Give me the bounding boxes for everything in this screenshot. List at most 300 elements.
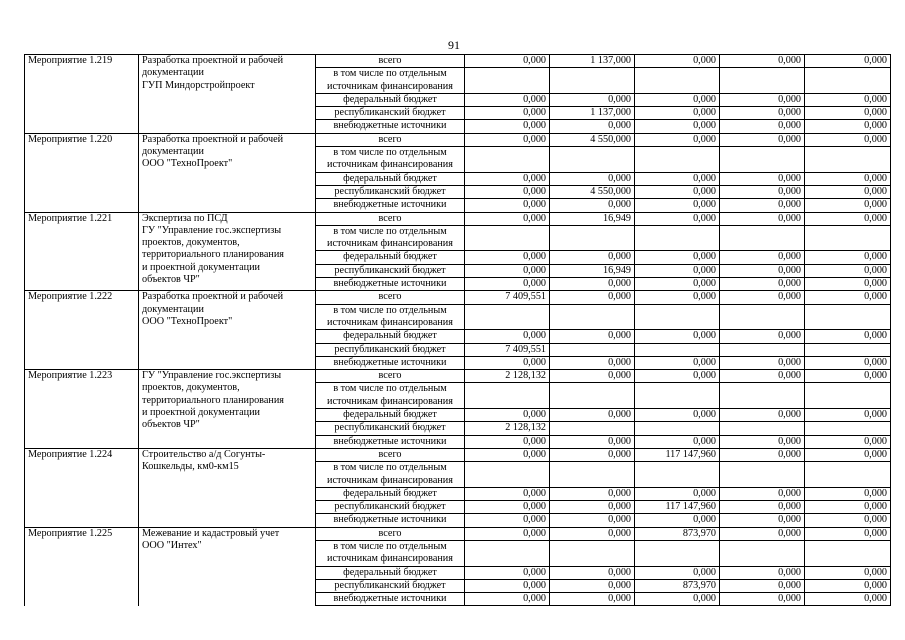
funding-source-label: источникам финансирования (316, 475, 465, 488)
empty-cell (465, 475, 550, 488)
amount-cell (635, 343, 720, 356)
amount-cell: 0,000 (805, 566, 891, 579)
funding-source-label: федеральный бюджет (316, 409, 465, 422)
amount-cell: 0,000 (635, 514, 720, 527)
funding-source-label: в том числе по отдельным (316, 304, 465, 317)
empty-cell (805, 396, 891, 409)
empty-cell (550, 396, 635, 409)
amount-cell: 0,000 (720, 448, 805, 461)
description-line: и проектной документации (142, 407, 261, 419)
amount-cell: 4 550,000 (550, 185, 635, 198)
empty-cell (805, 81, 891, 94)
description-line: Разработка проектной и рабочей (142, 133, 284, 145)
description-line: территориального планирования (142, 394, 284, 406)
empty-cell (805, 147, 891, 160)
amount-cell: 0,000 (550, 409, 635, 422)
empty-cell (635, 553, 720, 566)
funding-source-label: федеральный бюджет (316, 330, 465, 343)
empty-cell (635, 317, 720, 330)
description-line: Межевание и кадастровый учет (142, 527, 280, 539)
event-description (139, 133, 316, 212)
funding-source-label: в том числе по отдельным (316, 462, 465, 475)
amount-cell: 0,000 (635, 55, 720, 68)
description-line: документации (142, 303, 204, 315)
amount-cell: 4 550,000 (550, 133, 635, 146)
empty-cell (550, 225, 635, 238)
table-row (25, 527, 891, 540)
amount-cell: 0,000 (720, 264, 805, 277)
funding-source-label: источникам финансирования (316, 396, 465, 409)
empty-cell (805, 225, 891, 238)
funding-source-label: внебюджетные источники (316, 435, 465, 448)
amount-cell: 0,000 (720, 501, 805, 514)
event-description (139, 55, 316, 134)
amount-cell: 0,000 (550, 330, 635, 343)
empty-cell (465, 462, 550, 475)
amount-cell (805, 343, 891, 356)
empty-cell (635, 383, 720, 396)
amount-cell: 0,000 (465, 593, 550, 606)
amount-cell: 0,000 (805, 212, 891, 225)
amount-cell: 0,000 (465, 212, 550, 225)
amount-cell: 0,000 (720, 579, 805, 592)
amount-cell: 0,000 (805, 579, 891, 592)
amount-cell: 0,000 (720, 356, 805, 369)
funding-source-label: республиканский бюджет (316, 343, 465, 356)
amount-cell: 0,000 (635, 278, 720, 291)
empty-cell (635, 462, 720, 475)
amount-cell: 0,000 (465, 172, 550, 185)
empty-cell (465, 540, 550, 553)
amount-cell: 0,000 (720, 278, 805, 291)
empty-cell (805, 540, 891, 553)
empty-cell (465, 304, 550, 317)
empty-cell (550, 304, 635, 317)
amount-cell: 0,000 (550, 120, 635, 133)
description-line: ООО "ТехноПроект" (142, 315, 233, 327)
funding-source-label: всего (316, 527, 465, 540)
amount-cell: 16,949 (550, 264, 635, 277)
amount-cell: 0,000 (720, 593, 805, 606)
empty-cell (805, 68, 891, 81)
amount-cell: 0,000 (720, 566, 805, 579)
amount-cell: 0,000 (635, 593, 720, 606)
amount-cell: 0,000 (720, 409, 805, 422)
amount-cell: 0,000 (635, 370, 720, 383)
amount-cell: 0,000 (720, 93, 805, 106)
funding-source-label: источникам финансирования (316, 81, 465, 94)
amount-cell: 0,000 (805, 185, 891, 198)
amount-cell: 0,000 (720, 251, 805, 264)
amount-cell: 0,000 (465, 409, 550, 422)
amount-cell: 0,000 (550, 514, 635, 527)
amount-cell: 0,000 (635, 487, 720, 500)
amount-cell: 0,000 (465, 120, 550, 133)
amount-cell: 16,949 (550, 212, 635, 225)
funding-source-label: в том числе по отдельным (316, 147, 465, 160)
empty-cell (720, 81, 805, 94)
funding-source-label: в том числе по отдельным (316, 225, 465, 238)
amount-cell: 0,000 (465, 448, 550, 461)
amount-cell: 0,000 (550, 527, 635, 540)
amount-cell: 0,000 (805, 487, 891, 500)
funding-source-label: республиканский бюджет (316, 579, 465, 592)
description-line: ГУП Миндорстройпроект (142, 79, 255, 91)
funding-table (24, 54, 891, 606)
empty-cell (635, 540, 720, 553)
empty-cell (720, 475, 805, 488)
empty-cell (465, 225, 550, 238)
table-row (25, 370, 891, 383)
empty-cell (720, 462, 805, 475)
amount-cell: 117 147,960 (635, 501, 720, 514)
amount-cell: 0,000 (805, 435, 891, 448)
amount-cell: 0,000 (465, 251, 550, 264)
funding-source-label: всего (316, 291, 465, 304)
empty-cell (805, 462, 891, 475)
empty-cell (720, 540, 805, 553)
amount-cell: 0,000 (550, 251, 635, 264)
amount-cell: 0,000 (720, 107, 805, 120)
amount-cell: 0,000 (720, 133, 805, 146)
description-line: Кошкельды, км0-км15 (142, 461, 239, 473)
amount-cell: 0,000 (635, 185, 720, 198)
funding-source-label: республиканский бюджет (316, 107, 465, 120)
empty-cell (465, 383, 550, 396)
funding-source-label: всего (316, 370, 465, 383)
amount-cell: 0,000 (465, 566, 550, 579)
description-line: ГУ "Управление гос.экспертизы (142, 370, 282, 382)
empty-cell (465, 317, 550, 330)
amount-cell: 0,000 (635, 291, 720, 304)
event-description (139, 291, 316, 370)
amount-cell: 0,000 (635, 107, 720, 120)
amount-cell: 0,000 (465, 199, 550, 212)
funding-source-label: в том числе по отдельным (316, 68, 465, 81)
amount-cell: 0,000 (465, 278, 550, 291)
funding-source-label: республиканский бюджет (316, 185, 465, 198)
amount-cell: 0,000 (550, 291, 635, 304)
empty-cell (805, 475, 891, 488)
empty-cell (720, 396, 805, 409)
amount-cell: 873,970 (635, 527, 720, 540)
amount-cell: 0,000 (550, 356, 635, 369)
funding-source-label: федеральный бюджет (316, 566, 465, 579)
event-id: Мероприятие 1.219 (25, 55, 139, 134)
amount-cell: 0,000 (635, 133, 720, 146)
amount-cell: 2 128,132 (465, 370, 550, 383)
empty-cell (805, 238, 891, 251)
empty-cell (550, 147, 635, 160)
amount-cell: 0,000 (805, 356, 891, 369)
amount-cell: 0,000 (635, 566, 720, 579)
table-row (25, 291, 891, 304)
empty-cell (720, 238, 805, 251)
amount-cell: 0,000 (465, 264, 550, 277)
amount-cell: 0,000 (465, 107, 550, 120)
funding-source-label: внебюджетные источники (316, 120, 465, 133)
empty-cell (720, 304, 805, 317)
amount-cell: 7 409,551 (465, 343, 550, 356)
description-line: объектов ЧР" (142, 274, 200, 286)
amount-cell: 0,000 (805, 93, 891, 106)
amount-cell: 1 137,000 (550, 55, 635, 68)
event-description (139, 370, 316, 449)
empty-cell (465, 396, 550, 409)
funding-source-label: в том числе по отдельным (316, 383, 465, 396)
empty-cell (550, 81, 635, 94)
amount-cell: 0,000 (720, 527, 805, 540)
empty-cell (635, 68, 720, 81)
description-line: ООО "Интех" (142, 539, 202, 551)
empty-cell (805, 317, 891, 330)
funding-source-label: внебюджетные источники (316, 356, 465, 369)
amount-cell: 0,000 (720, 487, 805, 500)
amount-cell: 0,000 (550, 501, 635, 514)
amount-cell: 0,000 (550, 93, 635, 106)
empty-cell (465, 68, 550, 81)
funding-source-label: всего (316, 448, 465, 461)
funding-source-label: всего (316, 212, 465, 225)
event-id: Мероприятие 1.221 (25, 212, 139, 291)
amount-cell: 0,000 (805, 55, 891, 68)
funding-source-label: республиканский бюджет (316, 422, 465, 435)
amount-cell: 0,000 (635, 251, 720, 264)
empty-cell (805, 383, 891, 396)
amount-cell: 0,000 (550, 199, 635, 212)
amount-cell: 0,000 (805, 448, 891, 461)
empty-cell (720, 159, 805, 172)
funding-source-label: источникам финансирования (316, 553, 465, 566)
amount-cell: 0,000 (720, 435, 805, 448)
event-id: Мероприятие 1.223 (25, 370, 139, 449)
event-description (139, 527, 316, 606)
description-line: Строительство а/д Согунты- (142, 448, 266, 460)
empty-cell (635, 238, 720, 251)
amount-cell: 0,000 (805, 370, 891, 383)
empty-cell (550, 238, 635, 251)
description-line: ООО "ТехноПроект" (142, 158, 233, 170)
amount-cell (550, 343, 635, 356)
empty-cell (550, 553, 635, 566)
description-line: Разработка проектной и рабочей (142, 55, 284, 66)
amount-cell: 0,000 (465, 514, 550, 527)
empty-cell (550, 383, 635, 396)
amount-cell: 0,000 (805, 409, 891, 422)
amount-cell (720, 422, 805, 435)
table-body (25, 55, 891, 606)
description-line: проектов, документов, (142, 382, 240, 394)
description-line: ГУ "Управление гос.экспертизы (142, 224, 282, 236)
empty-cell (550, 475, 635, 488)
empty-cell (465, 238, 550, 251)
empty-cell (635, 396, 720, 409)
amount-cell: 0,000 (550, 278, 635, 291)
empty-cell (550, 462, 635, 475)
amount-cell: 0,000 (465, 185, 550, 198)
description-line: Экспертиза по ПСД (142, 212, 228, 224)
empty-cell (635, 147, 720, 160)
page-number: 91 (448, 38, 460, 52)
amount-cell: 0,000 (635, 172, 720, 185)
amount-cell: 0,000 (635, 435, 720, 448)
amount-cell: 0,000 (465, 435, 550, 448)
empty-cell (720, 68, 805, 81)
amount-cell: 873,970 (635, 579, 720, 592)
amount-cell: 0,000 (805, 527, 891, 540)
amount-cell: 0,000 (720, 212, 805, 225)
funding-source-label: республиканский бюджет (316, 264, 465, 277)
amount-cell: 0,000 (550, 579, 635, 592)
funding-source-label: федеральный бюджет (316, 93, 465, 106)
amount-cell: 0,000 (465, 93, 550, 106)
amount-cell: 7 409,551 (465, 291, 550, 304)
amount-cell: 0,000 (805, 514, 891, 527)
funding-source-label: федеральный бюджет (316, 251, 465, 264)
table-row (25, 55, 891, 68)
empty-cell (720, 225, 805, 238)
empty-cell (635, 304, 720, 317)
amount-cell: 0,000 (805, 172, 891, 185)
amount-cell: 0,000 (550, 172, 635, 185)
event-id: Мероприятие 1.220 (25, 133, 139, 212)
description-line: документации (142, 67, 204, 79)
amount-cell: 0,000 (550, 487, 635, 500)
amount-cell: 0,000 (465, 527, 550, 540)
description-line: и проектной документации (142, 261, 261, 273)
amount-cell: 0,000 (805, 278, 891, 291)
amount-cell: 0,000 (720, 55, 805, 68)
amount-cell: 0,000 (465, 133, 550, 146)
funding-source-label: источникам финансирования (316, 238, 465, 251)
empty-cell (465, 81, 550, 94)
description-line: проектов, документов, (142, 237, 240, 249)
amount-cell: 0,000 (465, 330, 550, 343)
empty-cell (465, 553, 550, 566)
empty-cell (805, 553, 891, 566)
empty-cell (465, 159, 550, 172)
empty-cell (805, 159, 891, 172)
amount-cell: 0,000 (805, 133, 891, 146)
event-description (139, 448, 316, 527)
event-id: Мероприятие 1.222 (25, 291, 139, 370)
amount-cell: 0,000 (720, 199, 805, 212)
amount-cell: 0,000 (635, 409, 720, 422)
funding-source-label: федеральный бюджет (316, 172, 465, 185)
empty-cell (720, 317, 805, 330)
amount-cell: 0,000 (635, 330, 720, 343)
empty-cell (635, 475, 720, 488)
amount-cell: 2 128,132 (465, 422, 550, 435)
amount-cell (550, 422, 635, 435)
amount-cell: 0,000 (805, 593, 891, 606)
description-line: объектов ЧР" (142, 419, 200, 431)
amount-cell (720, 343, 805, 356)
funding-source-label: внебюджетные источники (316, 593, 465, 606)
table-row (25, 133, 891, 146)
funding-source-label: внебюджетные источники (316, 199, 465, 212)
amount-cell: 0,000 (805, 199, 891, 212)
funding-source-label: всего (316, 55, 465, 68)
empty-cell (550, 159, 635, 172)
amount-cell: 0,000 (550, 566, 635, 579)
amount-cell: 0,000 (465, 356, 550, 369)
amount-cell: 0,000 (805, 251, 891, 264)
event-id: Мероприятие 1.225 (25, 527, 139, 606)
funding-source-label: в том числе по отдельным (316, 540, 465, 553)
amount-cell: 117 147,960 (635, 448, 720, 461)
empty-cell (550, 317, 635, 330)
amount-cell: 0,000 (550, 435, 635, 448)
empty-cell (635, 81, 720, 94)
amount-cell (635, 422, 720, 435)
amount-cell: 0,000 (550, 593, 635, 606)
funding-source-label: источникам финансирования (316, 317, 465, 330)
amount-cell: 0,000 (720, 120, 805, 133)
event-description (139, 212, 316, 291)
amount-cell: 0,000 (805, 330, 891, 343)
funding-source-label: источникам финансирования (316, 159, 465, 172)
funding-source-label: всего (316, 133, 465, 146)
empty-cell (720, 383, 805, 396)
amount-cell: 0,000 (465, 501, 550, 514)
amount-cell: 0,000 (720, 370, 805, 383)
amount-cell: 0,000 (720, 514, 805, 527)
empty-cell (635, 225, 720, 238)
amount-cell: 0,000 (805, 107, 891, 120)
funding-source-label: республиканский бюджет (316, 501, 465, 514)
amount-cell: 0,000 (635, 199, 720, 212)
amount-cell: 0,000 (635, 356, 720, 369)
empty-cell (805, 304, 891, 317)
amount-cell: 0,000 (635, 120, 720, 133)
amount-cell: 0,000 (805, 120, 891, 133)
amount-cell (805, 422, 891, 435)
empty-cell (465, 147, 550, 160)
amount-cell: 0,000 (635, 264, 720, 277)
amount-cell: 0,000 (550, 370, 635, 383)
amount-cell: 0,000 (720, 172, 805, 185)
table-row (25, 212, 891, 225)
amount-cell: 0,000 (465, 55, 550, 68)
description-line: документации (142, 146, 204, 158)
amount-cell: 0,000 (465, 487, 550, 500)
amount-cell: 0,000 (465, 579, 550, 592)
description-line: территориального планирования (142, 249, 284, 261)
amount-cell: 1 137,000 (550, 107, 635, 120)
empty-cell (720, 147, 805, 160)
amount-cell: 0,000 (550, 448, 635, 461)
amount-cell: 0,000 (635, 212, 720, 225)
amount-cell: 0,000 (720, 291, 805, 304)
event-id: Мероприятие 1.224 (25, 448, 139, 527)
description-line: Разработка проектной и рабочей (142, 291, 284, 303)
funding-source-label: внебюджетные источники (316, 278, 465, 291)
funding-source-label: федеральный бюджет (316, 487, 465, 500)
amount-cell: 0,000 (720, 185, 805, 198)
funding-source-label: внебюджетные источники (316, 514, 465, 527)
table-row (25, 448, 891, 461)
empty-cell (720, 553, 805, 566)
empty-cell (635, 159, 720, 172)
empty-cell (550, 68, 635, 81)
empty-cell (550, 540, 635, 553)
amount-cell: 0,000 (805, 291, 891, 304)
amount-cell: 0,000 (805, 264, 891, 277)
amount-cell: 0,000 (635, 93, 720, 106)
amount-cell: 0,000 (805, 501, 891, 514)
amount-cell: 0,000 (720, 330, 805, 343)
